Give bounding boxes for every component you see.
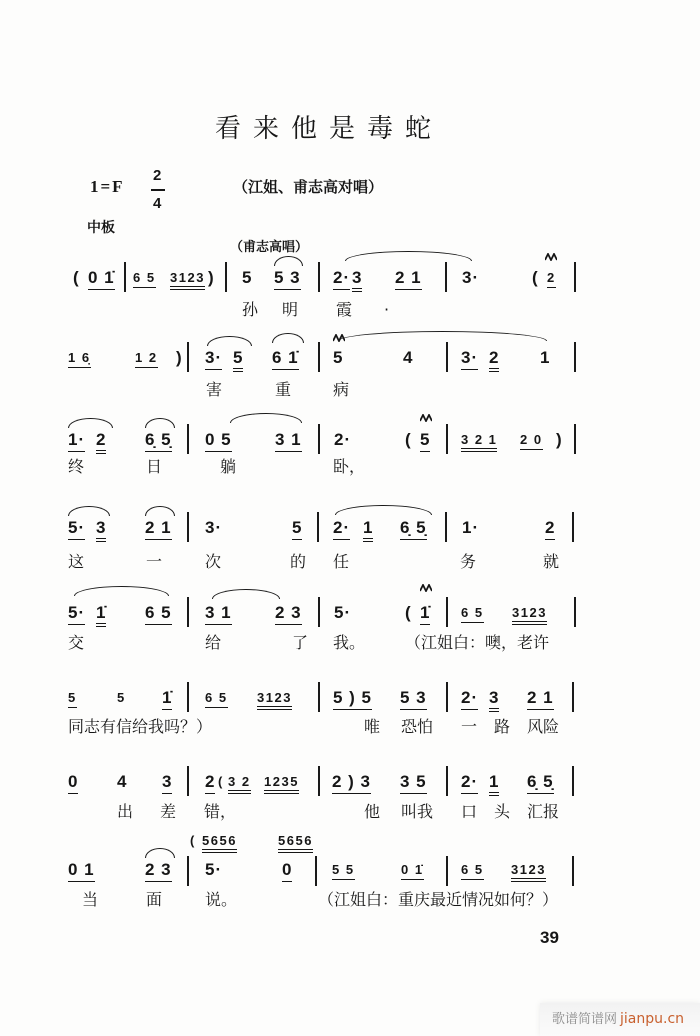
bar-line — [446, 766, 448, 796]
lyric: 明 — [282, 300, 299, 319]
note: 0 1̇ — [88, 268, 115, 290]
note: 5· — [334, 603, 352, 622]
lyric: 说。 — [205, 890, 238, 909]
fraction-line — [151, 189, 165, 191]
lyric: 给 — [205, 633, 222, 652]
interlude-paren: ( — [532, 268, 539, 287]
slur — [274, 256, 303, 266]
note: 3 1 — [205, 603, 232, 625]
note: 6 1̇ — [272, 348, 299, 370]
bar-line — [445, 262, 447, 292]
note: 3123 — [511, 862, 546, 882]
note: 3123 — [170, 270, 205, 290]
note: 5· — [68, 603, 85, 625]
interlude-paren: ( — [405, 603, 412, 622]
lyric: · — [384, 300, 390, 319]
lyric: 务 — [460, 552, 477, 571]
note: 2· — [334, 430, 352, 449]
lyric: 汇报 — [527, 802, 560, 821]
bar-line — [187, 682, 189, 712]
lyric: 病 — [333, 380, 350, 399]
bar-line — [574, 424, 576, 454]
bar-line — [446, 424, 448, 454]
voice-annotation: （甫志高唱） — [230, 240, 309, 255]
note: 5· — [205, 860, 223, 879]
lyric: 孙 — [242, 300, 259, 319]
note: 3 2 — [228, 774, 251, 794]
bar-line — [318, 262, 320, 292]
mordent-icon — [420, 584, 432, 592]
interlude-paren: ) — [208, 268, 215, 287]
slur — [74, 586, 169, 596]
note: 5 3 — [400, 688, 427, 710]
note: 2 — [96, 430, 106, 454]
lyric: 终 — [68, 457, 85, 476]
bar-line — [572, 512, 574, 542]
tempo-marking: 中板 — [87, 220, 115, 236]
lyric: 的 — [290, 552, 307, 571]
time-signature-denominator: 4 — [153, 195, 162, 212]
song-title: 看来他是毒蛇 — [215, 114, 444, 144]
bar-line — [574, 262, 576, 292]
lyric: 日 — [146, 457, 163, 476]
note: 1· — [462, 518, 480, 537]
spoken-dialogue: （江姐白：噢，老许 — [405, 633, 550, 652]
slur — [335, 505, 432, 515]
note: 4 — [117, 772, 128, 791]
note: 5 — [292, 518, 302, 540]
lyric: 任 — [333, 552, 350, 571]
note: 2 3 — [145, 860, 172, 882]
lyric: 了 — [292, 633, 309, 652]
note: 3 1 — [275, 430, 302, 452]
note: 2 ) 3 — [332, 772, 371, 794]
lyric: 这 — [68, 552, 85, 571]
slur — [212, 589, 280, 599]
mordent-icon — [420, 414, 432, 422]
bar-line — [574, 342, 576, 372]
note: 2 — [547, 270, 556, 288]
key-signature: 1=F — [90, 177, 125, 196]
interlude-paren: ( — [405, 430, 412, 449]
note: 3 — [352, 268, 362, 292]
note: 2· — [461, 772, 478, 794]
lyric: 唯 — [364, 717, 381, 736]
bar-line — [187, 766, 189, 796]
watermark-site-name: 歌谱简谱网 — [552, 1012, 618, 1027]
bar-line — [572, 766, 574, 796]
interlude-paren: ) — [176, 348, 183, 367]
note: 5 — [68, 690, 77, 708]
note: 1 — [363, 518, 373, 542]
note: 1 6̣ — [68, 350, 91, 368]
note: 1 — [489, 772, 499, 796]
lyric: 一 — [146, 552, 163, 571]
note: 5 3 — [274, 268, 301, 290]
note: 6̣ 5̣ — [527, 772, 554, 794]
note: 0 1 — [68, 860, 95, 882]
note: 1235 — [264, 774, 299, 794]
slur — [68, 506, 110, 516]
bar-line — [318, 682, 320, 712]
note: 6̣ 5̣ — [145, 430, 172, 452]
bar-line — [187, 424, 189, 454]
mordent-icon — [333, 334, 345, 342]
bar-line — [446, 856, 448, 886]
bar-line — [318, 597, 320, 627]
page-number: 39 — [540, 928, 559, 947]
interlude-paren: ( — [218, 774, 224, 789]
lyric: 恐怕 — [401, 717, 434, 736]
note: 0 — [68, 772, 78, 794]
lyric: 头 — [494, 802, 511, 821]
note: 3 — [162, 772, 172, 794]
interlude-paren: ( — [190, 833, 196, 848]
bar-line — [315, 856, 317, 886]
note: 6 5 — [133, 270, 156, 288]
lyric: 路 — [494, 717, 511, 736]
note: 6 5 — [461, 862, 484, 880]
bar-line — [187, 512, 189, 542]
slur — [145, 848, 175, 858]
note: 1̇ — [96, 603, 106, 627]
accompaniment-figure: 5656 — [202, 833, 237, 853]
tie — [345, 251, 472, 261]
note: 3· — [205, 518, 223, 537]
bar-line — [187, 856, 189, 886]
note: 5 5 — [332, 862, 355, 880]
lyric: 次 — [205, 552, 222, 571]
lyric: 害 — [206, 380, 223, 399]
slur — [145, 506, 175, 516]
bar-line — [124, 262, 126, 292]
bar-line — [572, 682, 574, 712]
note: 5 — [333, 348, 344, 367]
lyric: 面 — [146, 890, 163, 909]
bar-line — [318, 766, 320, 796]
lyric: 当 — [82, 890, 99, 909]
note: 2 — [545, 518, 555, 540]
note: 3 2 1 — [461, 432, 497, 452]
watermark-domain: jianpu.cn — [620, 1011, 685, 1027]
note: 3 — [489, 688, 499, 712]
note: 1̇ — [162, 688, 172, 710]
note: 5 ) 5 — [333, 688, 372, 710]
slur — [145, 418, 175, 428]
note: 3 — [96, 518, 106, 542]
note: 3 5 — [400, 772, 427, 794]
lyric: 交 — [68, 633, 85, 652]
note: 1· — [68, 430, 85, 452]
lyric: 他 — [364, 802, 381, 821]
note: 2 0 — [520, 432, 543, 450]
lyric: 一 — [461, 717, 478, 736]
lyric: 卧， — [333, 457, 366, 476]
note: 2· — [333, 518, 350, 540]
bar-line — [445, 512, 447, 542]
note: 5 — [117, 690, 126, 705]
mordent-icon — [545, 253, 557, 261]
note: 0 1̇ — [401, 862, 424, 880]
spoken-dialogue: 同志有信给我吗？） — [68, 717, 213, 736]
note: 5 — [242, 268, 253, 287]
note: 3123 — [257, 690, 292, 710]
bar-line — [317, 512, 319, 542]
watermark — [540, 1003, 700, 1036]
note: 3123 — [512, 605, 547, 625]
accompaniment-figure: 5656 — [278, 833, 313, 853]
bar-line — [572, 856, 574, 886]
bar-line — [446, 342, 448, 372]
lyric: 我。 — [333, 633, 366, 652]
note: 3· — [462, 268, 480, 287]
note: 2 3 — [275, 603, 302, 625]
lyric: 叫我 — [401, 802, 434, 821]
performers-note: （江姐、甫志高对唱） — [233, 178, 384, 196]
lyric: 霞 — [336, 300, 353, 319]
note: 6 5 — [205, 690, 228, 708]
bar-line — [225, 262, 227, 292]
lyric: 躺 — [220, 457, 237, 476]
note: 6̣ 5̣ — [400, 518, 427, 540]
note: 3· — [461, 348, 478, 370]
note: 1 2 — [135, 350, 158, 368]
note: 5 — [420, 430, 430, 452]
note: 2· — [461, 688, 478, 710]
note: 6 5 — [461, 605, 484, 623]
lyric: 风险 — [527, 717, 560, 736]
note: 3· — [205, 348, 222, 370]
lyric: 错， — [204, 802, 237, 821]
interlude-paren: ) — [556, 430, 563, 449]
tie — [338, 331, 547, 341]
lyric: 口 — [461, 802, 478, 821]
slur — [68, 418, 113, 428]
slur — [272, 333, 304, 343]
note: 2 1 — [145, 518, 172, 540]
note: 0 5 — [205, 430, 232, 452]
interlude-paren: ( — [73, 268, 80, 287]
note: 2 — [489, 348, 499, 372]
bar-line — [446, 597, 448, 627]
slur — [207, 336, 252, 346]
lyric: 重 — [275, 380, 292, 399]
note: 1̇ — [420, 603, 430, 625]
bar-line — [318, 342, 320, 372]
note: 1 — [540, 348, 551, 367]
spoken-dialogue: （江姐白：重庆最近情况如何？） — [318, 890, 559, 909]
bar-line — [187, 342, 189, 372]
note: 2 1 — [527, 688, 554, 710]
bar-line — [187, 597, 189, 627]
note: 0 — [282, 860, 292, 882]
note: 5 — [233, 348, 243, 372]
slur — [230, 413, 302, 423]
bar-line — [574, 597, 576, 627]
bar-line — [446, 682, 448, 712]
lyric: 出 — [117, 802, 134, 821]
note: 5· — [68, 518, 85, 540]
time-signature-numerator: 2 — [153, 167, 162, 184]
note: 4 — [403, 348, 414, 367]
bar-line — [318, 424, 320, 454]
note: 2 1 — [395, 268, 422, 290]
lyric: 差 — [160, 802, 177, 821]
note: 2· — [333, 268, 350, 290]
note: 6 5 — [145, 603, 172, 625]
note: 2 — [205, 772, 215, 794]
lyric: 就 — [543, 552, 560, 571]
